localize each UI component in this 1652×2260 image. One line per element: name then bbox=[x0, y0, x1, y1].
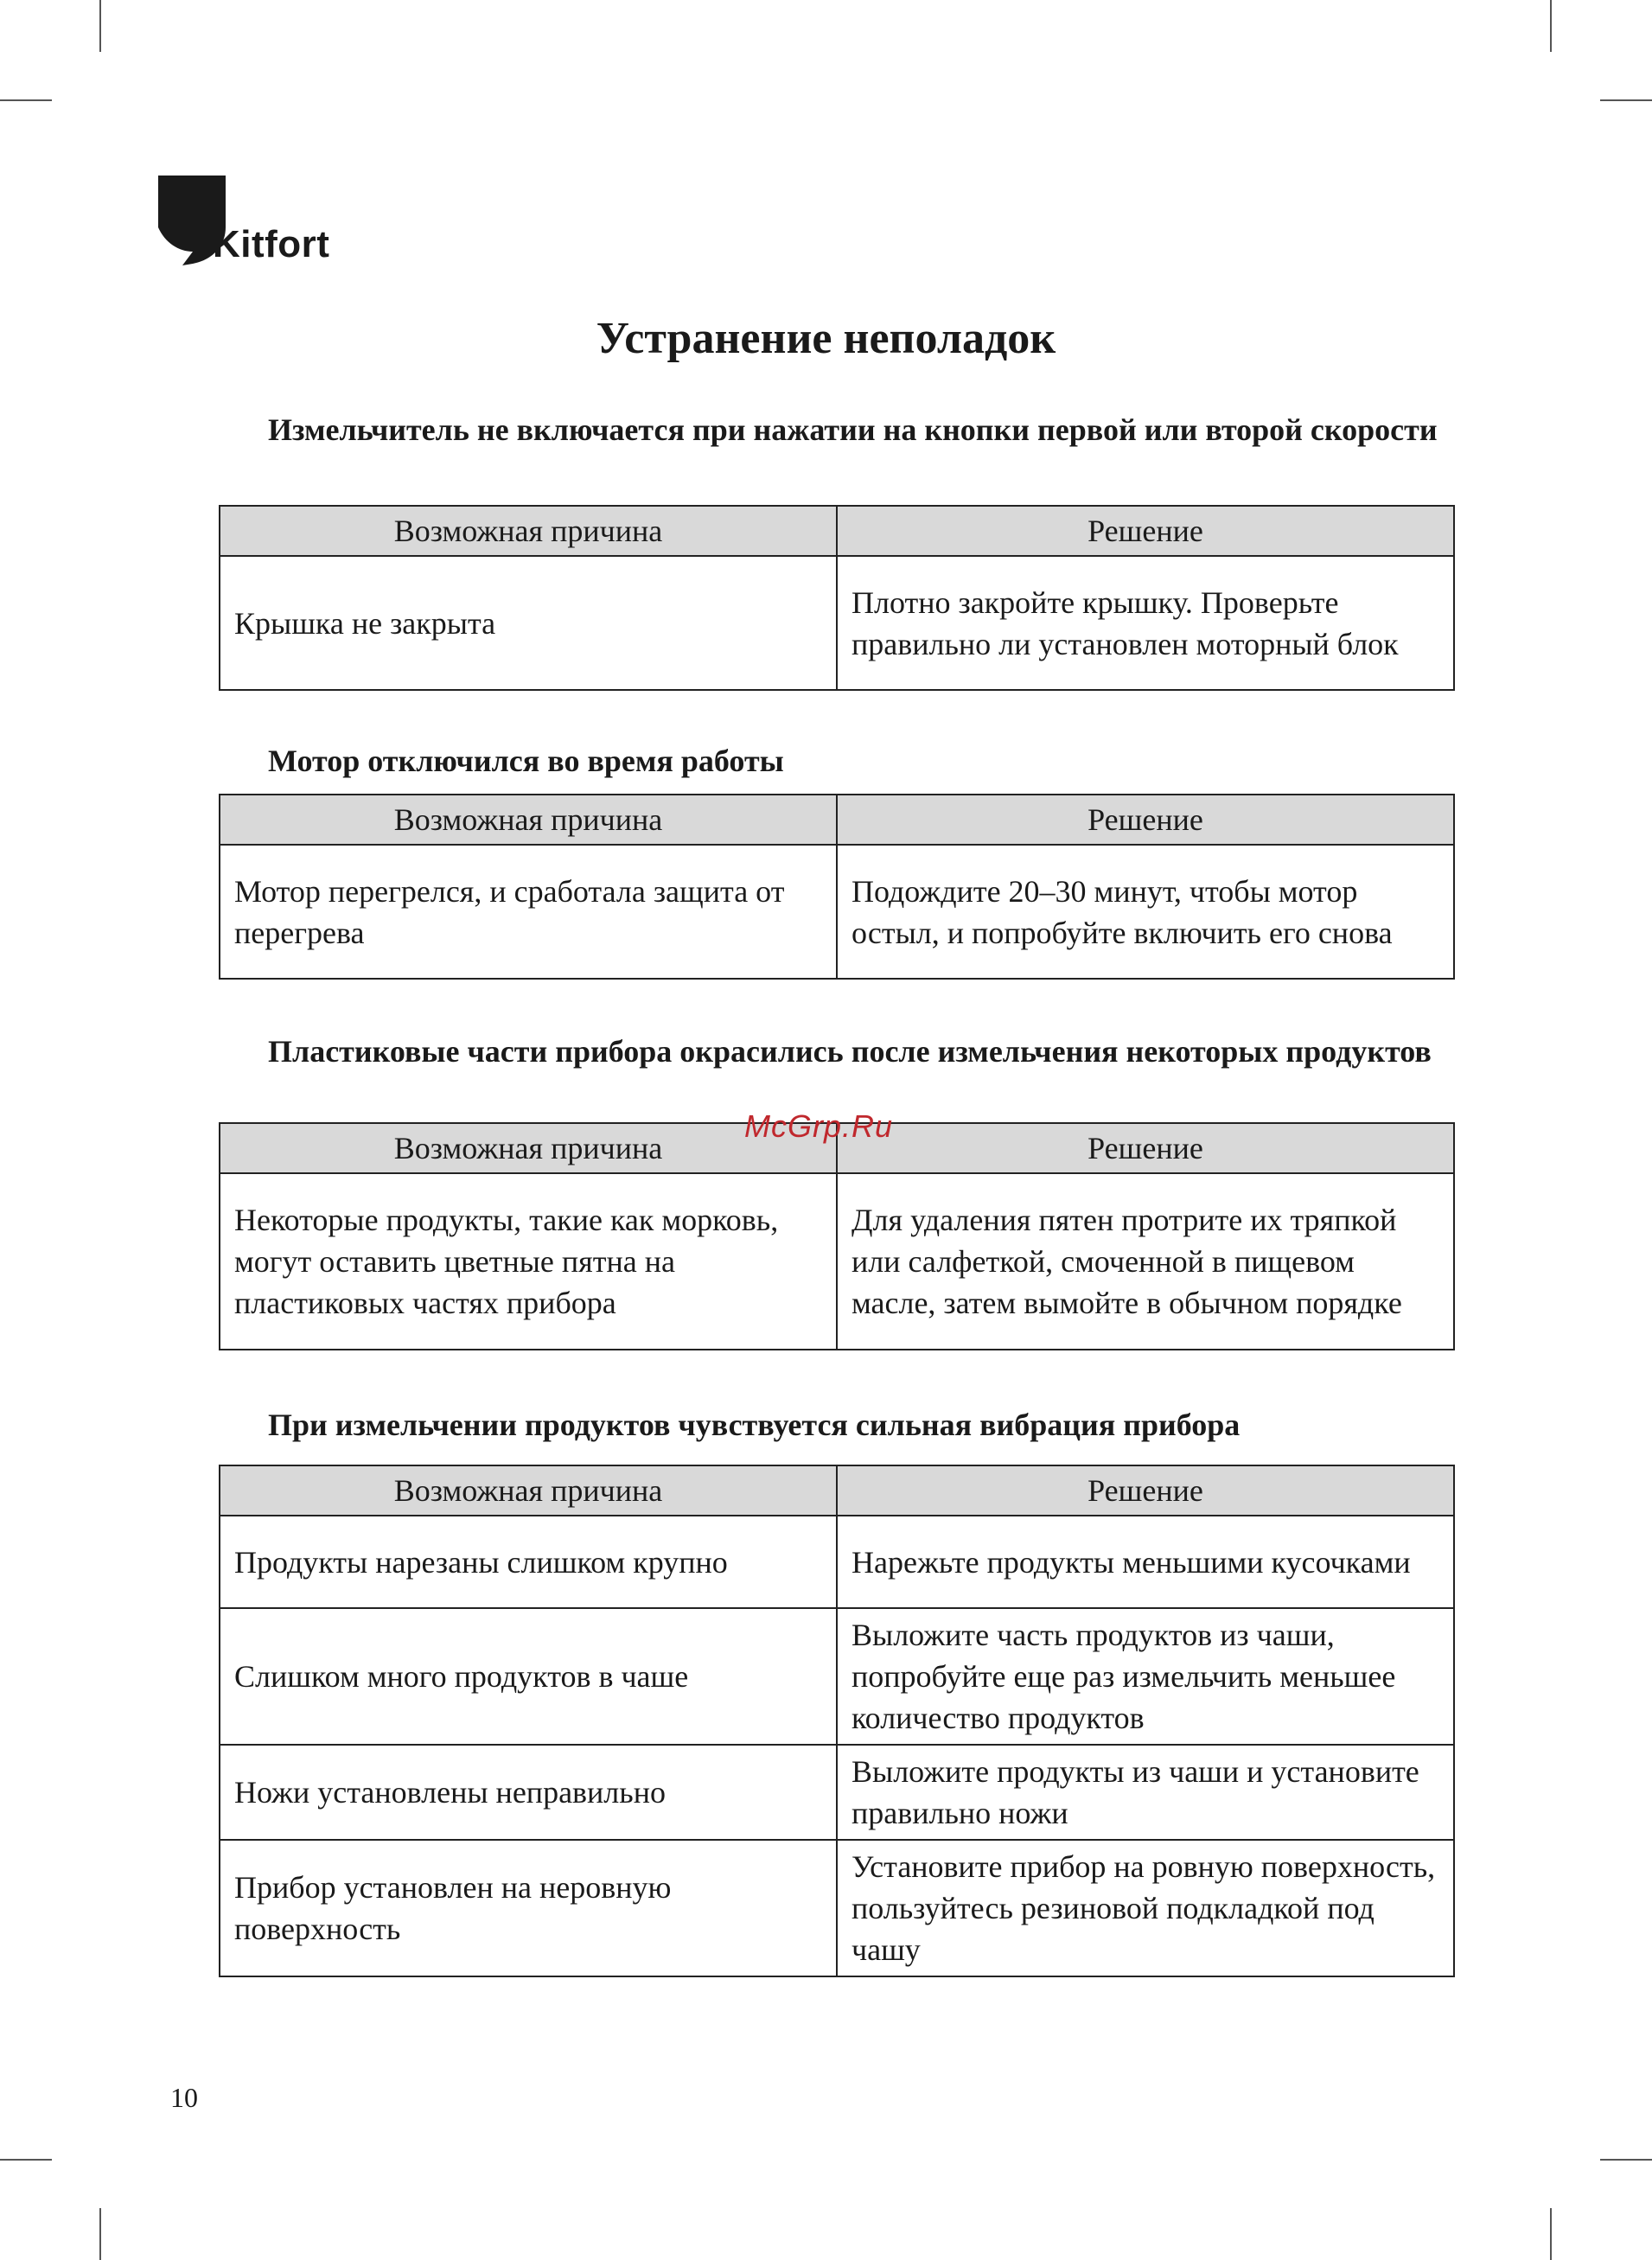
solution-cell: Подождите 20–30 минут, чтобы мотор остыл, и попробуйте включить его снова bbox=[837, 845, 1454, 979]
cause-cell: Ножи установлены неправильно bbox=[220, 1745, 837, 1840]
column-header-cause: Возможная причина bbox=[220, 1123, 837, 1173]
table-row bbox=[220, 1173, 1454, 1350]
cause-cell: Прибор установлен на неровную поверхность bbox=[220, 1840, 837, 1976]
table-row bbox=[220, 845, 1454, 979]
table-row bbox=[220, 1840, 1454, 1976]
cause-cell: Слишком много продуктов в чаше bbox=[220, 1608, 837, 1745]
page-title: Устранение неполадок bbox=[596, 314, 1056, 363]
crop-mark bbox=[1600, 2159, 1652, 2161]
crop-mark bbox=[0, 2159, 52, 2161]
trouble-table bbox=[219, 505, 1455, 691]
section-title: Измельчитель не включается при нажатии на кнопки первой или второй скорости bbox=[268, 412, 1438, 447]
column-header-solution: Решение bbox=[837, 795, 1454, 845]
trouble-table bbox=[219, 1465, 1455, 1977]
column-header-cause: Возможная причина bbox=[220, 506, 837, 556]
trouble-table bbox=[219, 1122, 1455, 1350]
trouble-table bbox=[219, 794, 1455, 980]
table-row bbox=[220, 1745, 1454, 1840]
table-row bbox=[220, 1516, 1454, 1608]
table-row bbox=[220, 556, 1454, 690]
column-header-solution: Решение bbox=[837, 1123, 1454, 1173]
cause-cell: Продукты нарезаны слишком крупно bbox=[220, 1516, 837, 1608]
crop-mark bbox=[1550, 0, 1552, 52]
solution-cell: Нарежьте продукты меньшими кусочками bbox=[837, 1516, 1454, 1608]
table-row bbox=[220, 1608, 1454, 1745]
column-header-solution: Решение bbox=[837, 1465, 1454, 1516]
column-header-cause: Возможная причина bbox=[220, 795, 837, 845]
solution-cell: Плотно закройте крышку. Проверьте правильно ли установлен моторный блок bbox=[837, 556, 1454, 690]
crop-mark bbox=[1550, 2208, 1552, 2260]
page-number: 10 bbox=[170, 2082, 198, 2113]
cause-cell: Крышка не закрыта bbox=[220, 556, 837, 690]
crop-mark bbox=[99, 2208, 101, 2260]
section-title: Пластиковые части прибора окрасились после измельчения некоторых продуктов bbox=[268, 1034, 1432, 1069]
solution-cell: Установите прибор на ровную поверхность, пользуйтесь резиновой подкладкой под чашу bbox=[837, 1840, 1454, 1976]
cause-cell: Мотор перегрелся, и сработала защита от перегрева bbox=[220, 845, 837, 979]
solution-cell: Выложите часть продуктов из чаши, попробуйте еще раз измельчить меньшее количество продуктов bbox=[837, 1608, 1454, 1745]
brand-name: Kitfort bbox=[213, 223, 330, 265]
cause-cell: Некоторые продукты, такие как морковь, могут оставить цветные пятна на пластиковых частях прибора bbox=[220, 1173, 837, 1350]
solution-cell: Выложите продукты из чаши и установите правильно ножи bbox=[837, 1745, 1454, 1840]
column-header-solution: Решение bbox=[837, 506, 1454, 556]
crop-mark bbox=[0, 99, 52, 101]
section-title: Мотор отключился во время работы bbox=[268, 744, 784, 778]
solution-cell: Для удаления пятен протрите их тряпкой или салфеткой, смоченной в пищевом масле, затем вымойте в обычном порядке bbox=[837, 1173, 1454, 1350]
column-header-cause: Возможная причина bbox=[220, 1465, 837, 1516]
crop-mark bbox=[99, 0, 101, 52]
section-title: При измельчении продуктов чувствуется сильная вибрация прибора bbox=[268, 1408, 1241, 1442]
crop-mark bbox=[1600, 99, 1652, 101]
watermark: McGrp.Ru bbox=[744, 1108, 894, 1144]
